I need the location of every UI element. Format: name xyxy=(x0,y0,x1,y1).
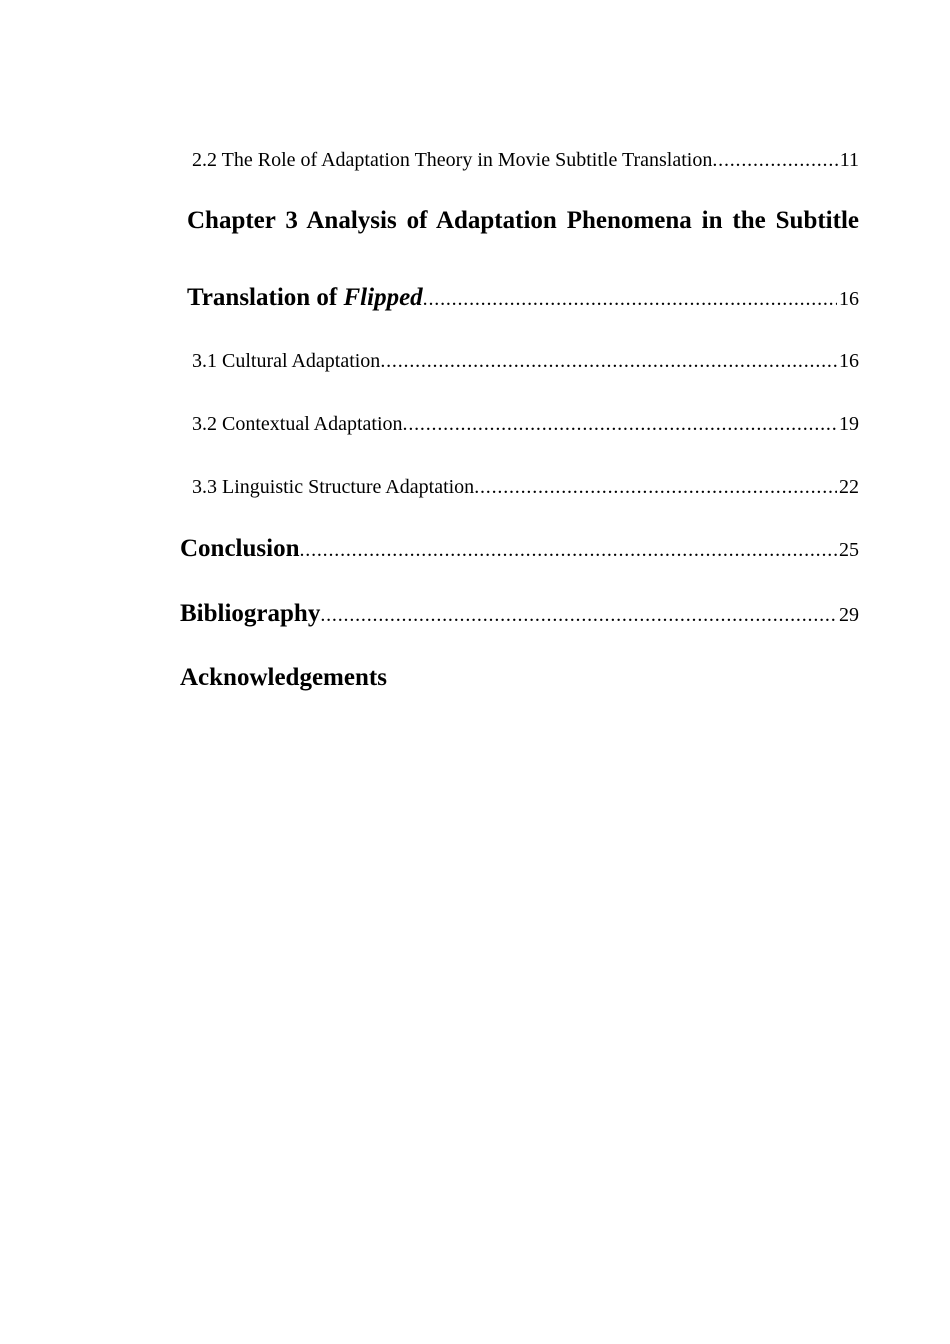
toc-entry-3-2[interactable] xyxy=(192,413,859,436)
dot-leader xyxy=(299,535,837,563)
toc-chapter-3-title[interactable]: Chapter 3 Analysis of Adaptation Phenomena in the Subtitle xyxy=(187,207,859,234)
toc-entry-label: Conclusion xyxy=(180,535,300,562)
toc-conclusion[interactable] xyxy=(180,535,859,563)
dot-leader xyxy=(474,476,837,499)
toc-page-number: 16 xyxy=(839,288,859,310)
toc-page-number: 22 xyxy=(839,476,859,498)
dot-leader xyxy=(380,350,837,373)
toc-chapter-3-continuation[interactable] xyxy=(187,284,859,312)
dot-leader xyxy=(403,413,837,436)
dot-leader xyxy=(320,600,837,628)
dot-leader xyxy=(423,284,837,312)
toc-entry-3-3[interactable] xyxy=(192,476,859,499)
toc-entry-label: 2.2 The Role of Adaptation Theory in Movie Subtitle Translation xyxy=(192,149,713,171)
toc-page-number: 16 xyxy=(839,350,859,372)
chapter-title-prefix: Translation of xyxy=(187,284,344,311)
toc-page-number: 25 xyxy=(839,539,859,561)
toc-page-number: 29 xyxy=(839,604,859,626)
toc-page-number: 19 xyxy=(839,413,859,435)
toc-entry-label: 3.2 Contextual Adaptation xyxy=(192,413,403,435)
dot-leader xyxy=(712,149,837,172)
toc-acknowledgements[interactable]: Acknowledgements xyxy=(180,664,387,691)
toc-chapter-label xyxy=(187,284,423,312)
toc-page-number: 11 xyxy=(839,149,859,171)
toc-entry-label: 3.3 Linguistic Structure Adaptation xyxy=(192,476,475,498)
toc-entry-label: Bibliography xyxy=(180,600,321,627)
chapter-title-italic: Flipped xyxy=(343,284,423,311)
toc-entry-2-2[interactable] xyxy=(192,149,859,172)
toc-entry-3-1[interactable] xyxy=(192,350,859,373)
toc-bibliography[interactable] xyxy=(180,600,859,628)
toc-entry-label: 3.1 Cultural Adaptation xyxy=(192,350,381,372)
